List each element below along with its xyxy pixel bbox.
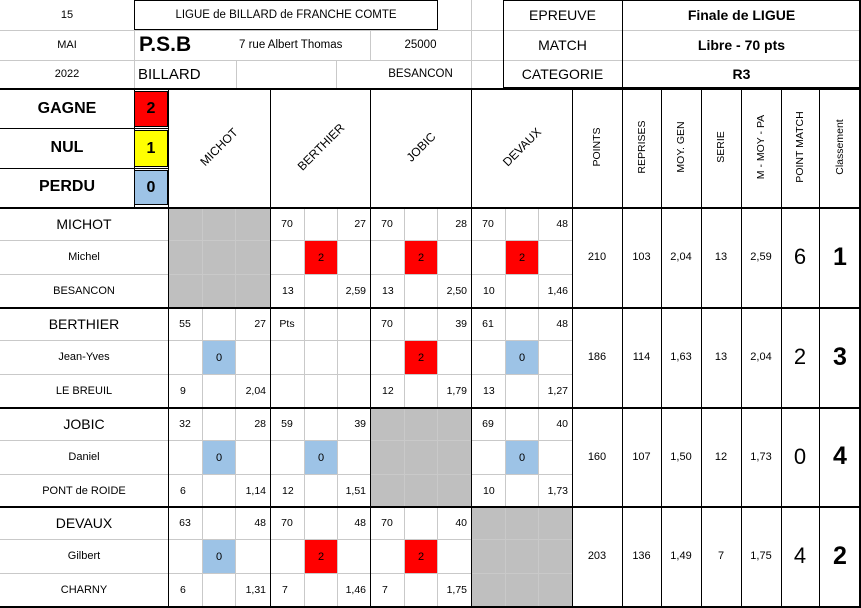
match-average: 1,73 <box>547 484 568 497</box>
match-average: 1,51 <box>345 484 366 497</box>
player-club: LE BREUIL <box>55 384 113 397</box>
diagonal-cell <box>539 574 572 606</box>
match-average: 1,46 <box>547 284 568 297</box>
match-result: 2 <box>305 540 337 573</box>
player-name: JOBIC <box>63 415 105 432</box>
stat-points: 160 <box>587 450 607 463</box>
diagonal-cell <box>203 241 235 274</box>
stat-point-match: 2 <box>793 344 807 369</box>
diagonal-cell <box>371 475 404 507</box>
legend-gagne-label: GAGNE <box>37 99 97 117</box>
match-result: 2 <box>506 241 538 274</box>
stat-header-3: SERIE <box>715 131 727 163</box>
club-postal-code: 25000 <box>404 39 437 51</box>
match-value: Libre - 70 pts <box>697 37 786 53</box>
legend-perdu-value: 0 <box>134 170 168 205</box>
opponent-header-devaux: DEVAUX <box>499 124 545 170</box>
match-series: 9 <box>180 384 186 397</box>
player-name: MICHOT <box>56 215 112 232</box>
diagonal-cell <box>506 507 538 539</box>
match-average: 1,31 <box>245 583 266 596</box>
match-points: 61 <box>482 317 494 330</box>
diagonal-cell <box>506 540 538 573</box>
match-result: 0 <box>305 441 337 474</box>
diagonal-cell <box>236 275 270 307</box>
match-reprises: 48 <box>556 217 568 230</box>
match-average <box>337 374 370 407</box>
player-first-name: Michel <box>68 251 100 263</box>
match-series: 7 <box>382 583 388 596</box>
match-series: 13 <box>282 284 294 297</box>
stat-classement: 1 <box>833 242 847 271</box>
match-reprises: 28 <box>455 217 467 230</box>
date-year: 2022 <box>54 68 80 80</box>
match-result: 0 <box>506 341 538 374</box>
stat-reprises: 114 <box>632 351 651 363</box>
match-points: 63 <box>179 516 191 529</box>
stat-serie: 12 <box>714 450 728 463</box>
player-name: DEVAUX <box>55 514 113 531</box>
club-type: BILLARD <box>138 65 201 83</box>
match-result: 0 <box>203 341 235 374</box>
stat-header-4: M - MOY - PA <box>755 114 767 180</box>
legend-perdu-label: PERDU <box>38 178 95 195</box>
match-series: 6 <box>180 583 186 596</box>
match-series: 6 <box>180 484 186 497</box>
date-month: MAI <box>57 39 77 51</box>
match-result: 2 <box>405 241 437 274</box>
diagonal-cell <box>438 408 471 440</box>
stat-moy-gen: 2,04 <box>670 251 692 263</box>
match-reprises <box>337 307 370 340</box>
match-points: 32 <box>179 417 191 430</box>
opponent-header-berthier: BERTHIER <box>294 120 348 174</box>
match-reprises: 48 <box>254 516 266 529</box>
stat-serie: 13 <box>714 351 728 363</box>
stat-points: 186 <box>587 351 607 363</box>
match-series: 7 <box>282 583 288 596</box>
club-address: 7 rue Albert Thomas <box>239 39 343 51</box>
stat-header-2: MOY. GEN <box>675 121 687 173</box>
match-result: 2 <box>405 341 437 374</box>
diagonal-cell <box>203 275 235 307</box>
stat-serie: 13 <box>714 251 728 263</box>
stat-point-match: 4 <box>793 543 807 568</box>
match-average: 1,79 <box>446 384 467 397</box>
match-result: 2 <box>305 241 337 274</box>
diagonal-cell <box>236 241 270 274</box>
match-average: 2,04 <box>245 384 266 397</box>
match-series: 12 <box>382 384 394 397</box>
match-average: 1,14 <box>245 484 266 497</box>
epreuve-label: EPREUVE <box>529 7 596 23</box>
stat-m-moy-pa: 1,73 <box>750 450 772 463</box>
player-club: BESANCON <box>53 284 115 297</box>
match-result: 0 <box>203 441 235 474</box>
match-average: 2,50 <box>446 284 467 297</box>
match-points: 69 <box>482 417 494 430</box>
player-club: CHARNY <box>60 583 108 596</box>
match-average: 1,75 <box>446 583 467 596</box>
stat-m-moy-pa: 1,75 <box>750 550 772 562</box>
player-first-name: Daniel <box>68 451 100 463</box>
diagonal-cell <box>169 275 202 307</box>
diagonal-cell <box>203 208 235 240</box>
player-first-name: Gilbert <box>67 550 101 562</box>
match-series <box>270 374 304 407</box>
categorie-value: R3 <box>732 66 751 82</box>
diagonal-cell <box>405 408 437 440</box>
diagonal-cell <box>236 208 270 240</box>
epreuve-value: Finale de LIGUE <box>687 7 796 23</box>
match-average: 1,27 <box>547 384 568 397</box>
opponent-header-jobic: JOBIC <box>403 129 439 165</box>
match-points: 55 <box>179 317 191 330</box>
match-points: 70 <box>381 317 393 330</box>
diagonal-cell <box>539 540 572 573</box>
match-reprises: 40 <box>556 417 568 430</box>
match-points: 70 <box>482 217 494 230</box>
diagonal-cell <box>371 408 404 440</box>
stat-classement: 4 <box>833 442 847 470</box>
match-series: 10 <box>483 284 495 297</box>
player-name: BERTHIER <box>48 315 120 332</box>
match-points: 70 <box>281 516 293 529</box>
stat-reprises: 136 <box>632 550 651 562</box>
match-points: Pts <box>279 317 295 330</box>
diagonal-cell <box>472 507 505 539</box>
stat-classement: 2 <box>833 541 847 570</box>
match-points: 59 <box>281 417 293 430</box>
match-result: 0 <box>203 540 235 573</box>
match-average: 1,46 <box>345 583 366 596</box>
match-average: 2,59 <box>345 284 366 297</box>
stat-header-6: Classement <box>834 119 846 175</box>
stat-points: 203 <box>587 550 607 562</box>
legend-nul-label: NUL <box>50 139 84 156</box>
stat-moy-gen: 1,50 <box>670 450 692 463</box>
match-result: 2 <box>405 540 437 573</box>
match-reprises: 27 <box>354 217 366 230</box>
match-reprises: 27 <box>254 317 266 330</box>
diagonal-cell <box>539 507 572 539</box>
match-series: 13 <box>483 384 495 397</box>
match-result: 0 <box>506 441 538 474</box>
stat-points: 210 <box>587 251 607 263</box>
stat-moy-gen: 1,63 <box>670 351 692 363</box>
match-reprises: 39 <box>455 317 467 330</box>
match-series: 10 <box>483 484 495 497</box>
diagonal-cell <box>169 241 202 274</box>
match-points: 70 <box>381 217 393 230</box>
diagonal-cell <box>371 441 404 474</box>
match-reprises: 39 <box>354 417 366 430</box>
stat-reprises: 107 <box>632 450 651 463</box>
stat-header-0: POINTS <box>591 127 603 167</box>
player-first-name: Jean-Yves <box>58 351 110 363</box>
legend-gagne-value: 2 <box>134 91 168 127</box>
match-reprises: 48 <box>556 317 568 330</box>
player-club: PONT de ROIDE <box>42 484 126 497</box>
match-reprises: 48 <box>354 516 366 529</box>
stat-reprises: 103 <box>632 251 651 263</box>
categorie-label: CATEGORIE <box>521 66 604 82</box>
match-points: 70 <box>381 516 393 529</box>
date-day: 15 <box>60 9 74 21</box>
match-points: 70 <box>281 217 293 230</box>
club-city: BESANCON <box>388 68 453 80</box>
stat-header-1: REPRISES <box>635 120 648 174</box>
legend-nul-value: 1 <box>134 130 168 167</box>
diagonal-cell <box>472 540 505 573</box>
diagonal-cell <box>506 574 538 606</box>
diagonal-cell <box>438 441 471 474</box>
stat-moy-gen: 1,49 <box>670 550 692 562</box>
stat-serie: 7 <box>717 550 725 562</box>
diagonal-cell <box>169 208 202 240</box>
diagonal-cell <box>405 441 437 474</box>
stat-m-moy-pa: 2,04 <box>750 351 772 363</box>
club-name: P.S.B <box>139 33 192 56</box>
diagonal-cell <box>405 475 437 507</box>
match-reprises: 28 <box>254 417 266 430</box>
diagonal-cell <box>438 475 471 507</box>
league-name: LIGUE de BILLARD de FRANCHE COMTE <box>175 9 397 21</box>
stat-classement: 3 <box>833 342 847 371</box>
stat-point-match: 6 <box>793 244 807 269</box>
diagonal-cell <box>472 574 505 606</box>
match-series: 13 <box>382 284 394 297</box>
stat-point-match: 0 <box>793 443 807 469</box>
match-reprises: 40 <box>455 516 467 529</box>
opponent-header-michot: MICHOT <box>197 125 241 169</box>
match-label: MATCH <box>538 37 587 53</box>
stat-m-moy-pa: 2,59 <box>750 251 772 263</box>
match-series: 12 <box>282 484 294 497</box>
stat-header-5: POINT MATCH <box>794 111 806 183</box>
